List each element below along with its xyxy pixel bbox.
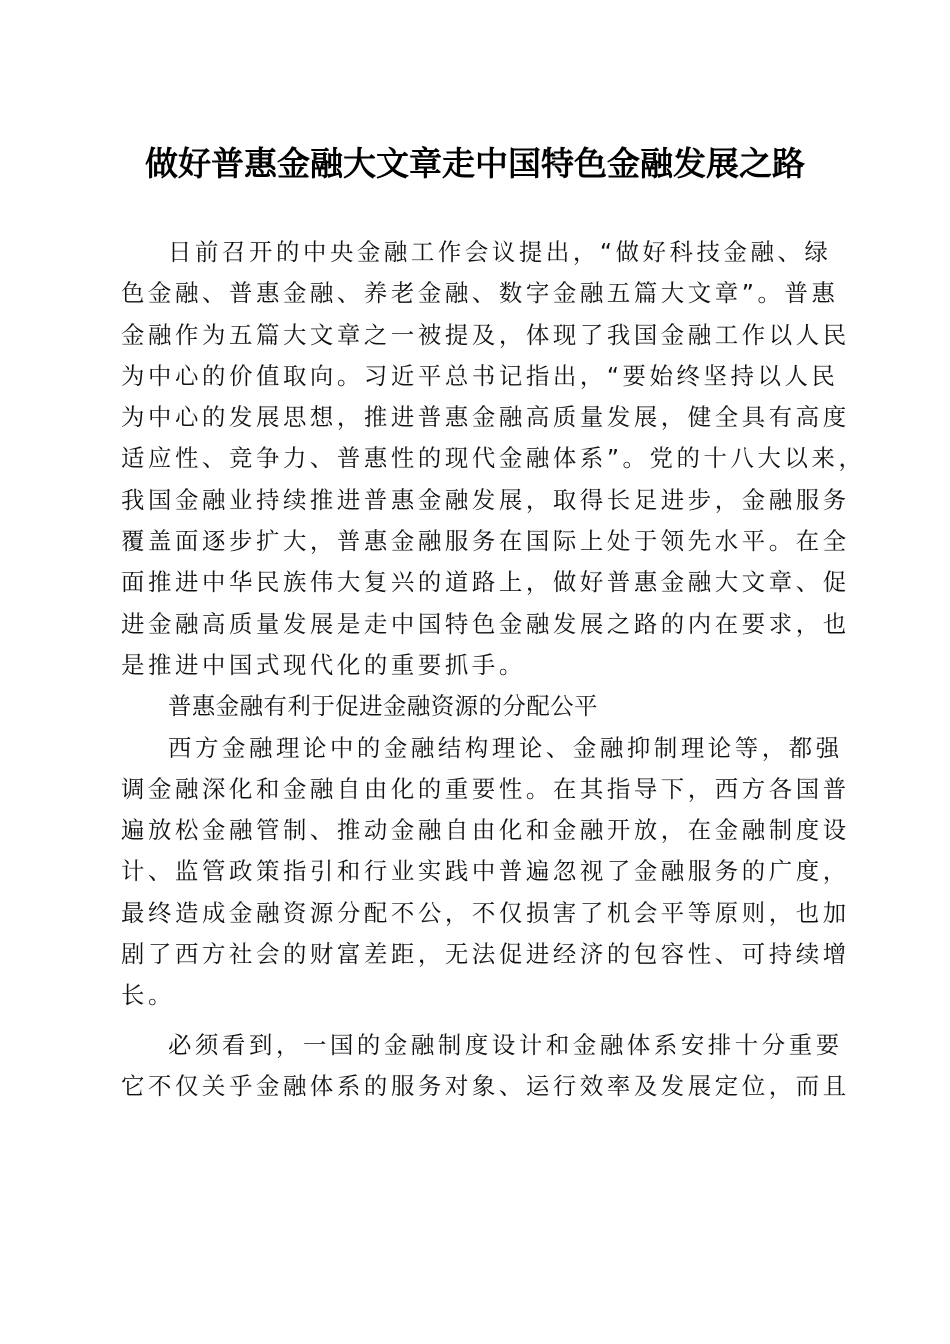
text-line: 面推进中华民族伟大复兴的道路上，做好普惠金融大文章、促 (121, 568, 850, 597)
text-line: 它不仅关乎金融体系的服务对象、运行效率及发展定位，而且 (121, 1071, 850, 1100)
text-line: 是推进中国式现代化的重要抓手。 (121, 650, 526, 679)
paragraph-western-theory (121, 728, 850, 1017)
document-body (121, 232, 866, 1107)
text-line: 为中心的发展思想，推进普惠金融高质量发展，健全具有高度 (121, 403, 850, 432)
text-line: 长。 (121, 981, 175, 1010)
text-line: 必须看到，一国的金融制度设计和金融体系安排十分重要 (168, 1030, 843, 1059)
text-line: 最终造成金融资源分配不公，不仅损害了机会平等原则，也加 (121, 898, 850, 927)
section-heading-text: 普惠金融有利于促进金融资源的分配公平 (168, 692, 599, 721)
text-line: 适应性、竞争力、普惠性的现代金融体系”。党的十八大以来， (121, 444, 866, 473)
text-line: 遍放松金融管制、推动金融自由化和金融开放，在金融制度设 (121, 816, 850, 845)
paragraph-gap (121, 1017, 831, 1025)
paragraph-intro (121, 232, 866, 686)
text-line: 剧了西方社会的财富差距，无法促进经济的包容性、可持续增 (121, 940, 850, 969)
text-line: 为中心的价值取向。习近平总书记指出，“要始终坚持以人民 (121, 361, 839, 390)
text-line: 我国金融业持续推进普惠金融发展，取得长足进步，金融服务 (121, 485, 850, 514)
paragraph-must-see (121, 1025, 850, 1108)
text-line: 西方金融理论中的金融结构理论、金融抑制理论等，都强 (168, 733, 843, 762)
document-title: 做好普惠金融大文章走中国特色金融发展之路 (145, 144, 805, 183)
text-line: 计、监管政策指引和行业实践中普遍忽视了金融服务的广度， (121, 857, 850, 886)
text-line: 色金融、普惠金融、养老金融、数字金融五篇大文章”。普惠 (121, 279, 839, 308)
text-line: 金融作为五篇大文章之一被提及，体现了我国金融工作以人民 (121, 320, 850, 349)
text-line: 日前召开的中央金融工作会议提出，“做好科技金融、绿 (168, 238, 832, 266)
section-heading (121, 686, 831, 727)
text-line: 覆盖面逐步扩大，普惠金融服务在国际上处于领先水平。在全 (121, 527, 850, 556)
text-line: 进金融高质量发展是走中国特色金融发展之路的内在要求，也 (121, 609, 850, 638)
text-line: 调金融深化和金融自由化的重要性。在其指导下，西方各国普 (121, 774, 850, 803)
